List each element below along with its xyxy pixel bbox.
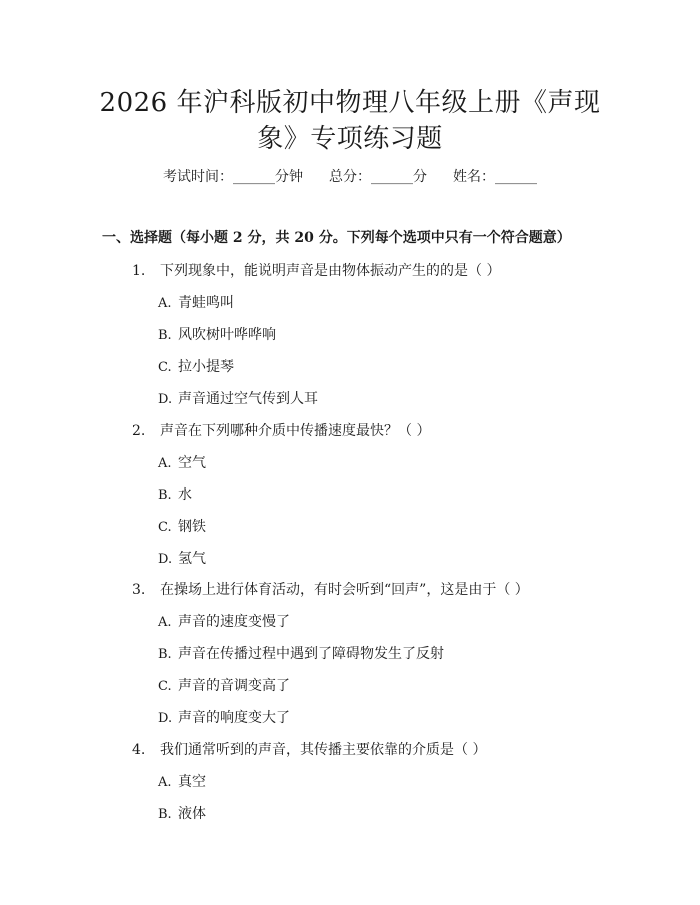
option-text: 声音在传播过程中遇到了障碍物发生了反射 [178,646,444,662]
option-letter: B. [158,328,172,343]
option-letter: B. [158,488,172,503]
question-number: 2. [132,423,146,439]
option-4b [158,804,206,825]
option-text: 风吹树叶哗哗响 [178,327,276,343]
total-score-field: 总分：______分 [329,169,427,185]
option-text: 声音通过空气传到人耳 [178,391,318,407]
option-1c [158,357,234,378]
option-text: 氢气 [178,551,206,567]
option-2a [158,453,206,474]
option-letter: D. [158,392,173,407]
option-4a [158,772,206,793]
option-letter: C. [158,520,172,535]
option-text: 液体 [178,806,206,822]
option-text: 钢铁 [178,519,206,535]
option-text: 声音的响度变大了 [178,710,290,726]
option-2b [158,485,192,506]
question-text: 在操场上进行体育活动，有时会听到“回声”，这是由于（ ） [160,582,529,598]
question-number: 1. [132,263,146,279]
option-1d [158,389,318,410]
option-letter: C. [158,679,172,694]
option-letter: B. [158,647,172,662]
question-number: 4. [132,742,146,758]
option-letter: A. [158,775,172,790]
option-letter: A. [158,456,172,471]
option-letter: A. [158,296,172,311]
question-text: 我们通常听到的声音，其传播主要依靠的介质是（ ） [160,742,487,758]
option-3d [158,708,290,729]
question-number: 3. [132,582,146,598]
option-1b [158,325,276,346]
option-3b [158,644,444,665]
page-title-line2: 象》专项练习题 [257,124,443,154]
exam-info [0,166,700,188]
option-2d [158,549,206,570]
option-letter: B. [158,807,172,822]
option-3a [158,612,290,633]
exam-time-field: 考试时间：______分钟 [163,169,303,185]
question-4 [132,740,486,760]
question-text: 声音在下列哪种介质中传播速度最快？（ ） [160,423,431,439]
option-text: 拉小提琴 [178,359,234,375]
question-1 [132,261,500,281]
option-letter: D. [158,552,173,567]
option-3c [158,676,290,697]
option-text: 水 [178,487,192,503]
option-text: 真空 [178,774,206,790]
name-field: 姓名：______ [453,169,537,185]
page-title-line1: 2026 年沪科版初中物理八年级上册《声现 [99,88,601,118]
question-3 [132,580,529,600]
option-1a [158,293,234,314]
option-text: 声音的速度变慢了 [178,614,290,630]
section-heading: 一、选择题（每小题 2 分，共 20 分。下列每个选项中只有一个符合题意） [102,230,571,246]
option-letter: D. [158,711,173,726]
option-text: 空气 [178,455,206,471]
question-text: 下列现象中，能说明声音是由物体振动产生的的是（ ） [160,263,501,279]
option-letter: C. [158,360,172,375]
option-letter: A. [158,615,172,630]
option-text: 青蛙鸣叫 [178,295,234,311]
option-text: 声音的音调变高了 [178,678,290,694]
option-2c [158,517,206,538]
question-2 [132,421,430,441]
